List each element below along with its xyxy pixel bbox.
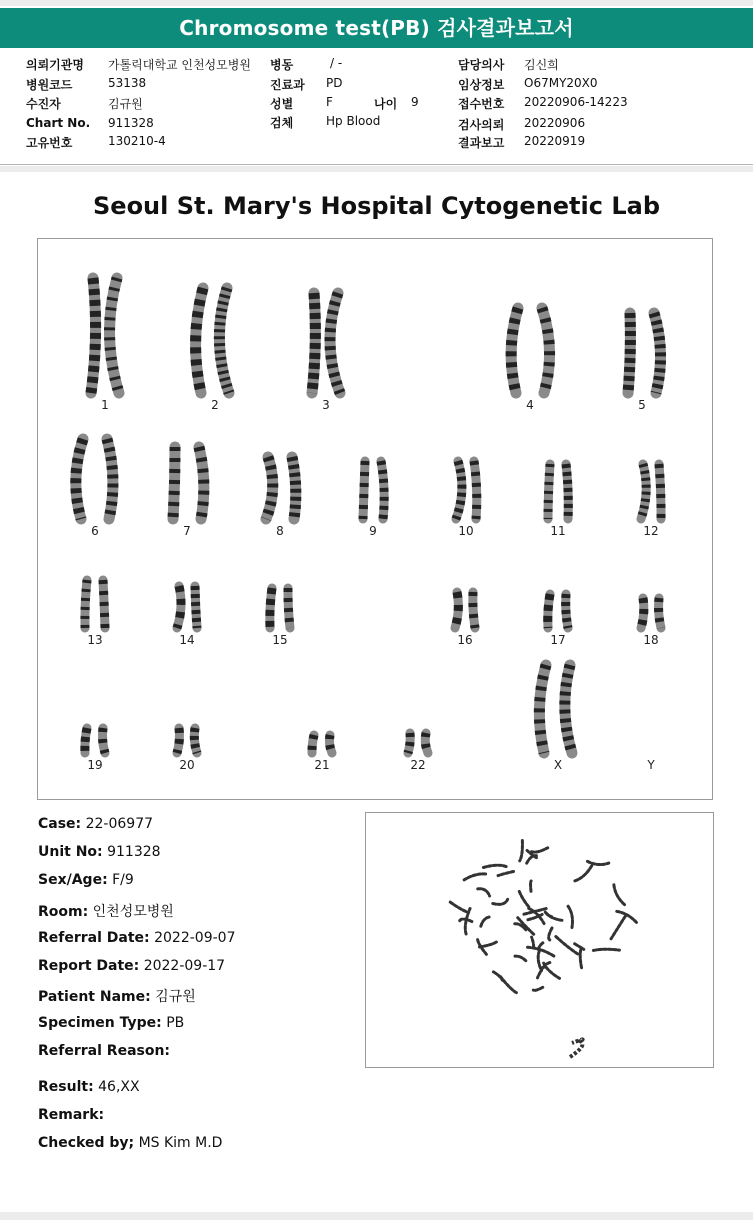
chromosome-label-22: 22 bbox=[410, 758, 426, 772]
dept-label: 진료과 bbox=[270, 78, 305, 92]
chromosome-pair-22 bbox=[408, 733, 428, 753]
room-value: 인천성모병원 bbox=[92, 904, 174, 920]
chromosome-pair-15 bbox=[270, 588, 290, 628]
chromosome-pair-2 bbox=[196, 288, 229, 393]
patient-label: 수진자 bbox=[26, 97, 61, 111]
chromosome-label-X: X bbox=[553, 758, 563, 772]
specimen-label: 검체 bbox=[270, 116, 294, 130]
chromosome-label-5: 5 bbox=[638, 398, 646, 412]
chromosome-label-15: 15 bbox=[272, 633, 288, 647]
hospital-code-label: 병원코드 bbox=[26, 78, 73, 92]
unit-row bbox=[38, 844, 161, 860]
metaphase-image bbox=[366, 813, 713, 1067]
result-row bbox=[38, 1079, 140, 1095]
chromosome-pair-17 bbox=[548, 594, 568, 628]
specimen-type-row bbox=[38, 1015, 184, 1031]
referral-reason-label: Referral Reason: bbox=[38, 1043, 171, 1059]
institution-value: 가톨릭대학교 인천성모병원 bbox=[108, 58, 251, 72]
chromosome-pair-11 bbox=[548, 464, 568, 519]
karyogram-image bbox=[38, 239, 712, 799]
patient-name-value: 김규원 bbox=[155, 989, 196, 1005]
chromosome-label-17: 17 bbox=[550, 633, 566, 647]
chromosome-pair-6 bbox=[76, 439, 113, 519]
chromosome-label-12: 12 bbox=[643, 524, 659, 538]
chromosome-pair-14 bbox=[177, 586, 197, 628]
chromosome-pair-21 bbox=[312, 735, 332, 753]
remark-label: Remark: bbox=[38, 1107, 105, 1123]
sex-value: F bbox=[326, 95, 333, 109]
chromosome-label-21: 21 bbox=[314, 758, 330, 772]
doctor-label: 담당의사 bbox=[458, 58, 505, 72]
chromosome-pair-20 bbox=[177, 728, 197, 753]
chromosome-pair-16 bbox=[455, 592, 475, 628]
chromosome-label-9: 9 bbox=[369, 524, 377, 538]
institution-label: 의뢰기관명 bbox=[26, 58, 84, 72]
receipt-label: 접수번호 bbox=[458, 97, 505, 111]
sexage-label: Sex/Age: bbox=[38, 872, 108, 888]
chromosome-label-Y: Y bbox=[647, 758, 655, 772]
sexage-value: F/9 bbox=[112, 872, 134, 888]
chromosome-label-19: 19 bbox=[87, 758, 103, 772]
chromosome-label-2: 2 bbox=[211, 398, 219, 412]
receipt-value: 20220906-14223 bbox=[524, 95, 628, 109]
ward-value: / - bbox=[330, 56, 343, 70]
chromosome-pair-9 bbox=[363, 461, 384, 519]
case-row bbox=[38, 816, 153, 832]
chromosome-label-11: 11 bbox=[550, 524, 566, 538]
chromosome-label-1: 1 bbox=[101, 398, 109, 412]
patient-info-block bbox=[0, 48, 753, 166]
chromosome-label-13: 13 bbox=[87, 633, 103, 647]
checked-row bbox=[38, 1135, 222, 1151]
report-title: Chromosome test(PB) 검사결과보고서 bbox=[0, 8, 753, 48]
referral-date-label: Referral Date: bbox=[38, 930, 150, 946]
sex-label: 성별 bbox=[270, 97, 294, 111]
specimen-value: Hp Blood bbox=[326, 114, 381, 128]
chromosome-pair-10 bbox=[456, 461, 477, 519]
report-date-value: 2022-09-17 bbox=[143, 958, 226, 974]
checked-label: Checked by; bbox=[38, 1135, 135, 1151]
report-date-label: Report Date: bbox=[38, 958, 140, 974]
request-label: 검사의뢰 bbox=[458, 118, 505, 132]
patient-name-label: Patient Name: bbox=[38, 989, 151, 1005]
chromosome-pair-3 bbox=[312, 293, 340, 393]
lab-title: Seoul St. Mary's Hospital Cytogenetic Lab bbox=[93, 192, 660, 220]
chromosome-pair-X bbox=[539, 665, 572, 753]
result-date-label: 결과보고 bbox=[458, 136, 505, 150]
chromosome-label-8: 8 bbox=[276, 524, 284, 538]
top-border bbox=[0, 0, 753, 6]
unique-value: 130210-4 bbox=[108, 134, 166, 148]
info-divider bbox=[0, 164, 753, 165]
chromosome-label-18: 18 bbox=[643, 633, 659, 647]
chromosome-pair-4 bbox=[511, 308, 549, 393]
chart-value: 911328 bbox=[108, 116, 154, 130]
metaphase-panel bbox=[365, 812, 714, 1068]
chromosome-label-14: 14 bbox=[179, 633, 195, 647]
chromosome-pair-19 bbox=[85, 728, 105, 753]
chromosome-pair-13 bbox=[85, 580, 105, 628]
chromosome-label-10: 10 bbox=[458, 524, 474, 538]
metaphase-chromosomes bbox=[450, 840, 637, 1057]
report-date-row bbox=[38, 958, 225, 974]
case-label: Case: bbox=[38, 816, 82, 832]
result-label: Result: bbox=[38, 1079, 94, 1095]
referral-reason-row bbox=[38, 1043, 170, 1059]
specimen-type-label: Specimen Type: bbox=[38, 1015, 162, 1031]
unique-label: 고유번호 bbox=[26, 136, 73, 150]
chart-label: Chart No. bbox=[26, 116, 91, 130]
ward-label: 병동 bbox=[270, 58, 294, 72]
dept-value: PD bbox=[326, 76, 343, 90]
chromosome-label-4: 4 bbox=[526, 398, 534, 412]
chromosome-pair-1 bbox=[91, 278, 119, 393]
referral-date-value: 2022-09-07 bbox=[154, 930, 236, 946]
chromosome-pair-12 bbox=[641, 464, 661, 519]
specimen-type-value: PB bbox=[166, 1015, 185, 1031]
unit-label: Unit No: bbox=[38, 844, 103, 860]
chromosome-label-3: 3 bbox=[322, 398, 330, 412]
chromosome-label-6: 6 bbox=[91, 524, 99, 538]
result-value: 46,XX bbox=[98, 1079, 140, 1095]
room-row bbox=[38, 901, 174, 921]
chromosome-pair-8 bbox=[266, 457, 296, 519]
checked-value: MS Kim M.D bbox=[138, 1135, 223, 1151]
case-value: 22-06977 bbox=[85, 816, 154, 832]
age-value: 9 bbox=[411, 95, 419, 109]
referral-date-row bbox=[38, 930, 235, 946]
clinical-value: O67MY20X0 bbox=[524, 76, 598, 90]
section-separator bbox=[0, 166, 753, 172]
unit-value: 911328 bbox=[107, 844, 161, 860]
patient-value: 김규원 bbox=[108, 97, 143, 111]
age-label: 나이 bbox=[374, 97, 398, 111]
remark-row bbox=[38, 1107, 104, 1123]
chromosome-label-7: 7 bbox=[183, 524, 191, 538]
result-date-value: 20220919 bbox=[524, 134, 586, 148]
hospital-code-value: 53138 bbox=[108, 76, 147, 90]
chromosome-label-16: 16 bbox=[457, 633, 473, 647]
doctor-value: 김신희 bbox=[524, 58, 559, 72]
chromosome-pair-5 bbox=[628, 313, 661, 393]
karyogram-panel bbox=[37, 238, 713, 800]
room-label: Room: bbox=[38, 904, 89, 920]
patient-name-row bbox=[38, 986, 196, 1006]
clinical-label: 임상정보 bbox=[458, 78, 505, 92]
chromosome-pair-18 bbox=[641, 598, 661, 628]
bottom-border bbox=[0, 1212, 753, 1220]
sexage-row bbox=[38, 872, 134, 888]
chromosome-pair-7 bbox=[173, 447, 204, 519]
request-value: 20220906 bbox=[524, 116, 586, 130]
chromosome-label-20: 20 bbox=[179, 758, 195, 772]
